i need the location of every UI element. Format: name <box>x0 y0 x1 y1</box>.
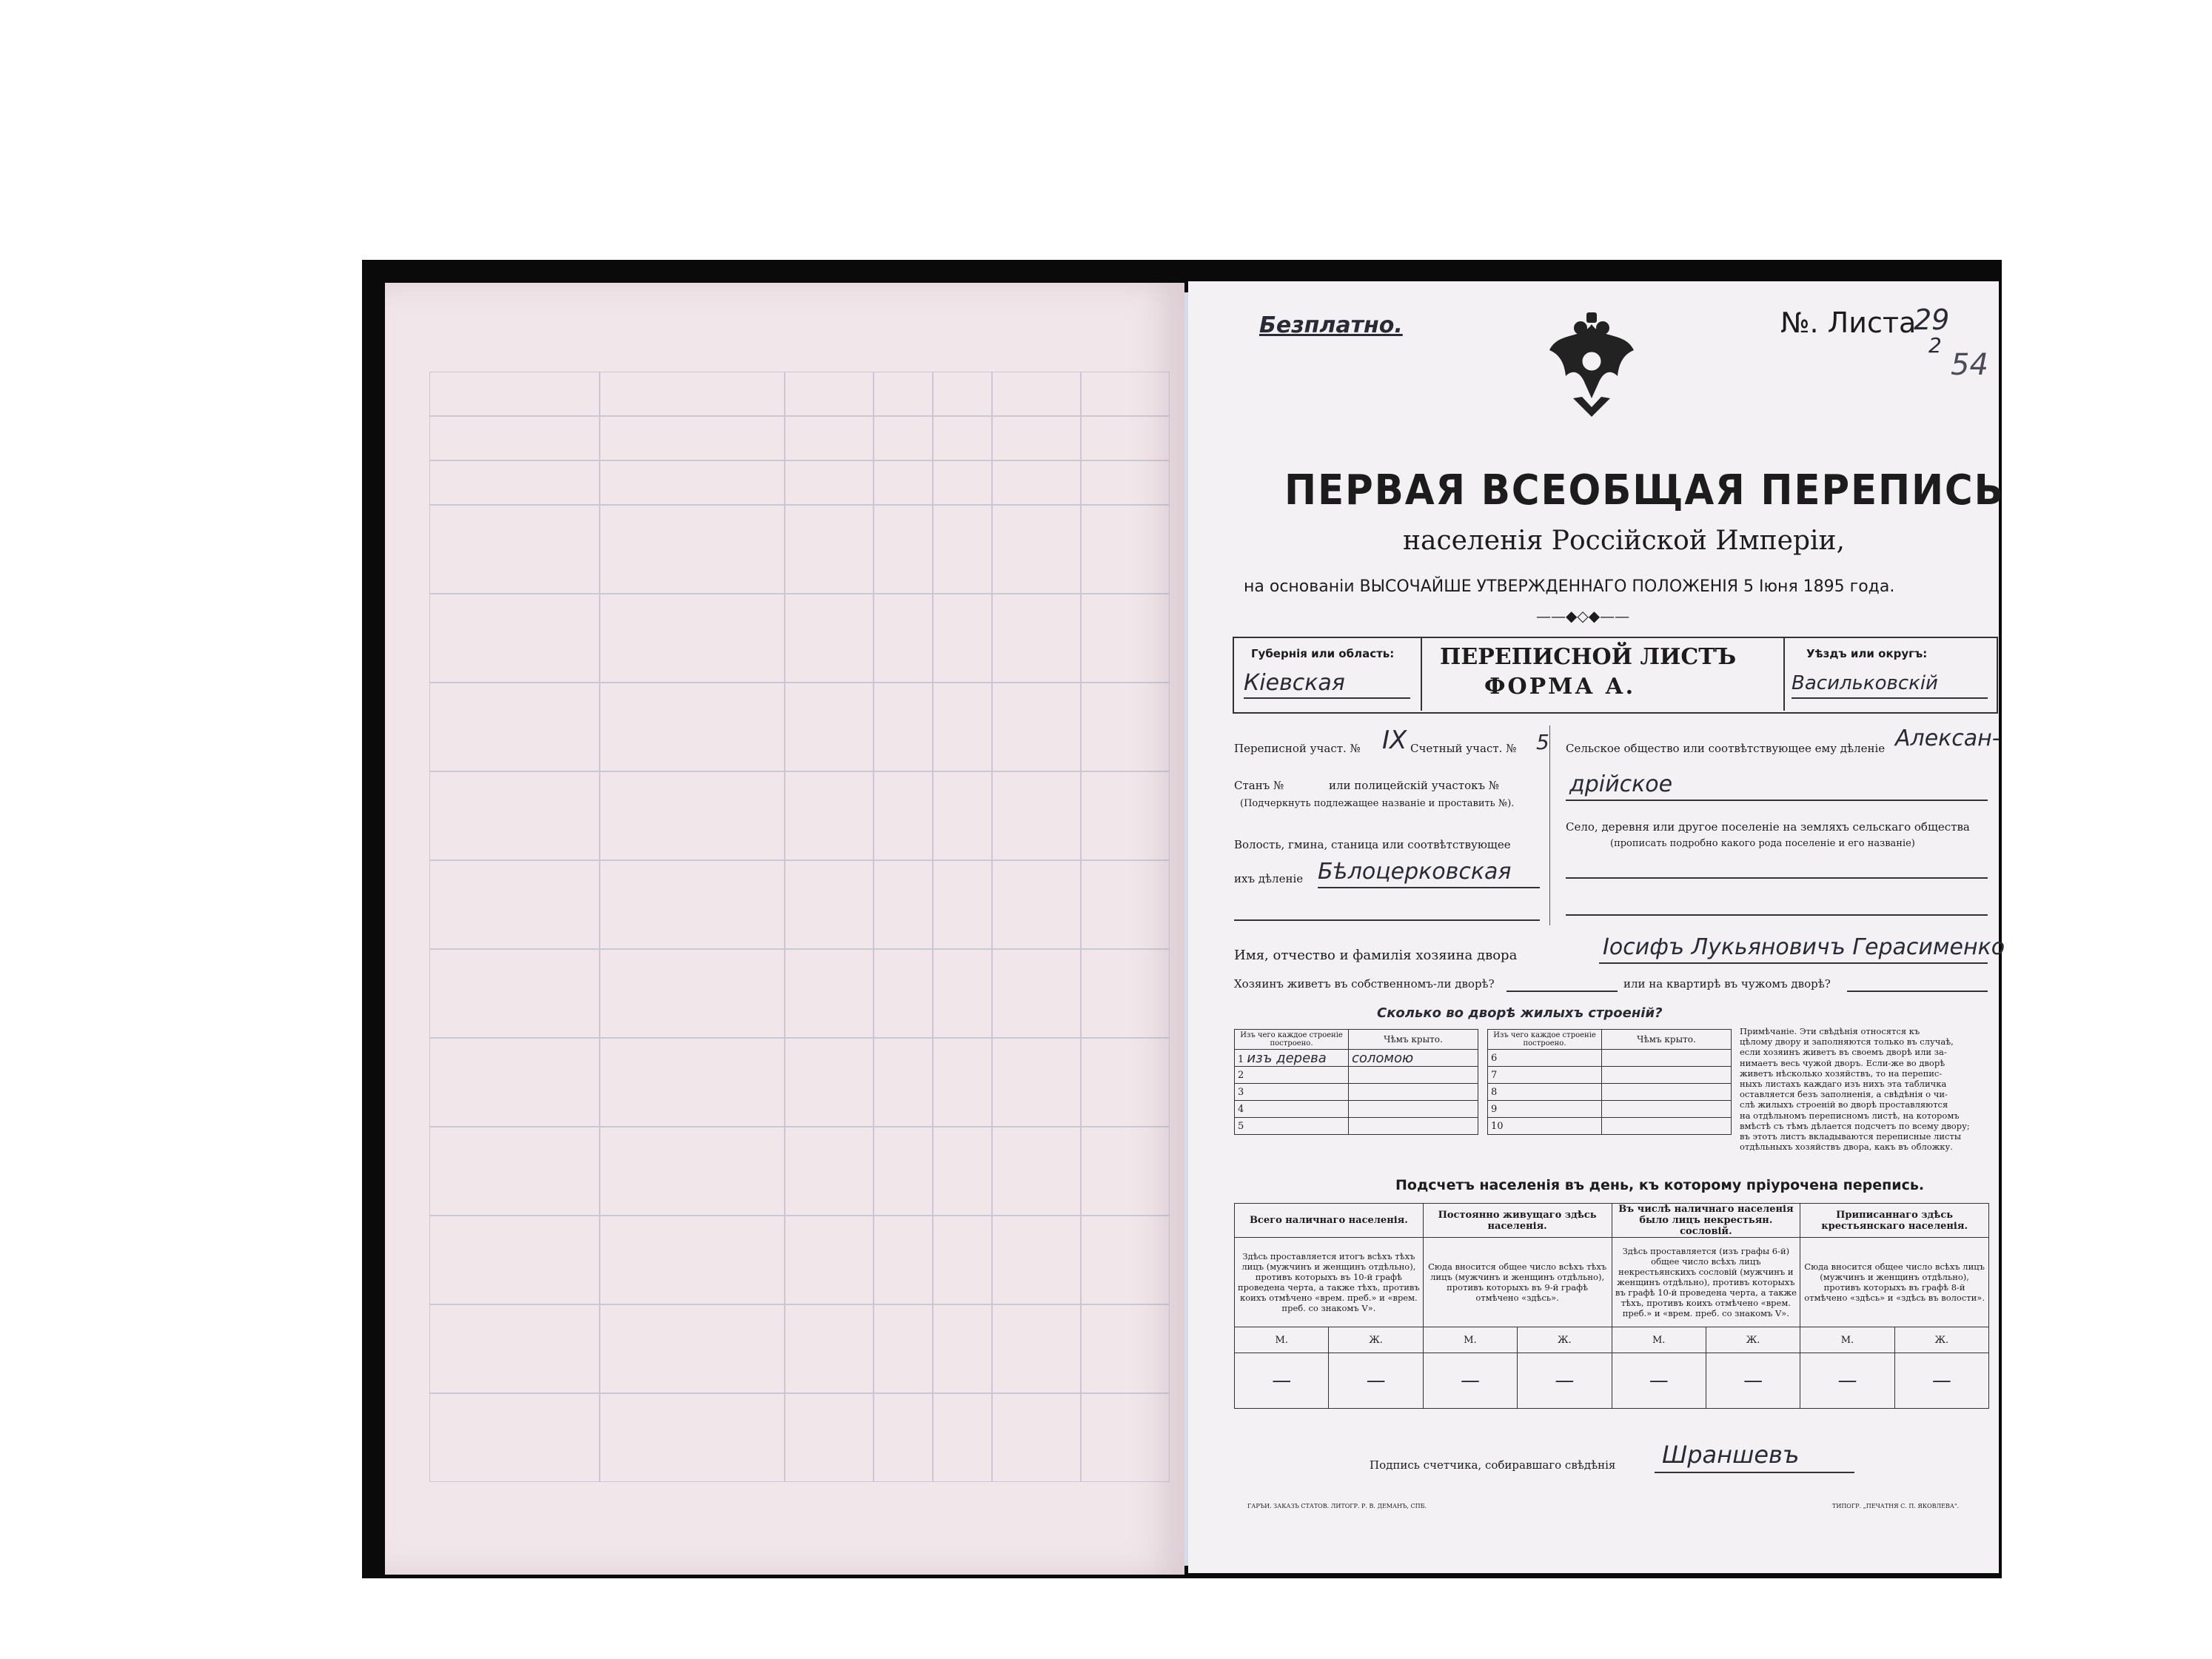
buildings-table-left <box>1234 1029 1478 1135</box>
gubernia-underline <box>1244 697 1410 699</box>
row-number: 8 <box>1488 1084 1602 1101</box>
note-line: Примѣчаніе. Эти свѣдѣнія относятся къ <box>1740 1026 1920 1036</box>
note-line: цѣлому двору и заполняются только въ случаѣ, <box>1740 1036 1954 1048</box>
signature-value: Шраншевъ <box>1662 1441 1800 1469</box>
buildings-col-material-2: Изъ чего каждое строеніе построено. <box>1488 1030 1602 1050</box>
basis-line: на основаніи ВЫСОЧАЙШЕ УТВЕРЖДЕННАГО ПОЛОЖЕНІЯ 5 Іюня 1895 года. <box>1244 577 1895 596</box>
field-divider <box>1549 725 1550 925</box>
left-page-faded-reverse <box>385 283 1184 1575</box>
note-line: въ этотъ листъ вкладываются переписные листы <box>1740 1131 1961 1142</box>
count-value: — <box>1612 1353 1706 1409</box>
count-f-label: Ж. <box>1706 1327 1800 1353</box>
volost-value: Бѣлоцерковская <box>1318 859 1512 885</box>
row-number: 4 <box>1235 1101 1349 1118</box>
table-row <box>1235 1118 1478 1135</box>
volost-underline <box>1318 887 1540 888</box>
row-number: 5 <box>1235 1118 1349 1135</box>
note-line: живетъ нѣсколько хозяйствъ, то на перепис- <box>1740 1068 1943 1079</box>
volost-label-1: Волость, гмина, станица или соотвѣтствующее <box>1234 838 1511 851</box>
count-title: Подсчетъ населенія въ день, къ которому пріурочена перепись. <box>1395 1177 1925 1193</box>
count-m-label: М. <box>1235 1327 1329 1353</box>
count-value: — <box>1800 1353 1894 1409</box>
count-head-2: Постоянно живущаго здѣсь населенія. <box>1423 1204 1612 1238</box>
footer-right: ТИПОГР. „ПЕЧАТНЯ С. П. ЯКОВЛЕВА". <box>1832 1503 1960 1509</box>
subtitle: населенія Россійской Имперіи, <box>1403 526 1845 556</box>
count-table <box>1234 1203 1989 1409</box>
selo-note: (прописать подробно какого рода поселеніе и его названіе) <box>1610 838 1915 849</box>
table-row <box>1488 1067 1732 1084</box>
count-desc-3: Здѣсь проставляется (изъ графы 6-й) общее число всѣхъ лицъ некрестьянскихъ сословій (мужчинъ и женщинъ отдѣльно), противъ которыхъ въ графѣ 10-й проведена черта, а также тѣхъ, противъ коихъ отмѣчено «врем. преб.» и «врем. преб. со знакомъ V». <box>1612 1238 1800 1327</box>
stan-label: Станъ № <box>1234 779 1284 792</box>
count-m-label: М. <box>1800 1327 1894 1353</box>
buildings-col-roof: Чѣмъ крыто. <box>1349 1030 1478 1050</box>
imperial-eagle-emblem-icon <box>1544 309 1640 420</box>
lives-own-underline <box>1506 991 1618 992</box>
count-desc-4: Сюда вносится общее число всѣхъ лицъ (мужчинъ и женщинъ отдѣльно), противъ которыхъ въ графѣ 8-й отмѣчено «здѣсь» и «здѣсь въ волости». <box>1800 1238 1989 1327</box>
note-line: оставляется безъ заполненія, а свѣдѣнія о чи- <box>1740 1089 1948 1100</box>
perepis-uchast-value: IX <box>1382 725 1407 755</box>
row-number: 7 <box>1488 1067 1602 1084</box>
count-value: — <box>1423 1353 1517 1409</box>
left-page-bleedthrough-grid <box>429 372 1170 1482</box>
count-f-label: Ж. <box>1894 1327 1988 1353</box>
count-value: — <box>1235 1353 1329 1409</box>
table-row <box>1235 1101 1478 1118</box>
selo-underline-2 <box>1566 914 1988 916</box>
row-number: 3 <box>1235 1084 1349 1101</box>
count-desc-1: Здѣсь проставляется итогъ всѣхъ тѣхъ лицъ (мужчинъ и женщинъ отдѣльно), противъ которыхъ въ 10-й графѣ проведена черта, а также тѣхъ, противъ коихъ отмѣчено «врем. преб.» и «врем. преб. со знакомъ V». <box>1235 1238 1424 1327</box>
schet-uchast-label: Счетный участ. № <box>1410 742 1517 755</box>
table-row <box>1488 1050 1732 1067</box>
count-f-label: Ж. <box>1518 1327 1612 1353</box>
table-row <box>1235 1067 1478 1084</box>
count-head-3: Въ числѣ наличнаго населенія было лицъ некрестьян. сословій. <box>1612 1204 1800 1238</box>
owner-underline <box>1599 962 1988 964</box>
owner-label: Имя, отчество и фамилія хозяина двора <box>1234 948 1518 963</box>
uezd-value: Васильковскій <box>1792 672 1938 694</box>
note-line: если хозяинъ живетъ въ своемъ дворѣ или за- <box>1740 1047 1947 1058</box>
archive-number: 54 <box>1951 348 1988 382</box>
row-number: 10 <box>1488 1118 1602 1135</box>
table-row <box>1488 1084 1732 1101</box>
footer-left: ГАРЪИ. ЗАКАЗЪ СТАТОВ. ЛИТОГР. Р. В. ДЕМАНЪ, СПБ. <box>1247 1503 1427 1509</box>
selo-label: Село, деревня или другое поселеніе на земляхъ сельскаго общества <box>1566 820 1970 834</box>
row-number: 2 <box>1235 1067 1349 1084</box>
signature-label: Подпись счетчика, собиравшаго свѣдѣнія <box>1370 1458 1616 1472</box>
obshchestvo-value-1: Алексан- <box>1895 725 2000 751</box>
main-title: ПЕРВАЯ ВСЕОБЩАЯ ПЕРЕПИСЬ <box>1284 466 2005 515</box>
form-title-line-1: ПЕРЕПИСНОЙ ЛИСТЪ <box>1440 644 1737 670</box>
owner-value: Іосифъ Лукьяновичъ Герасименко <box>1603 934 2005 960</box>
obshchestvo-label: Сельское общество или соотвѣтствующее ему дѣленіе <box>1566 742 1886 755</box>
count-value: — <box>1894 1353 1988 1409</box>
count-desc-2: Сюда вносится общее число всѣхъ тѣхъ лицъ (мужчинъ и женщинъ отдѣльно), противъ которыхъ въ 9-й графѣ отмѣчено «здѣсь». <box>1423 1238 1612 1327</box>
note-line: слѣ жилыхъ строеній во дворѣ проставляются <box>1740 1099 1948 1110</box>
row-number: 1 <box>1238 1053 1244 1065</box>
sheet-label: №. Листа <box>1780 306 1917 339</box>
count-f-label: Ж. <box>1329 1327 1423 1353</box>
note-line: ныхъ листахъ каждаго изъ нихъ эта табличка <box>1740 1079 1947 1090</box>
lives-own-label: Хозяинъ живетъ въ собственномъ-ли дворѣ? <box>1234 977 1495 991</box>
form-title-line-2: ФОРМА А. <box>1484 674 1636 700</box>
row-number: 6 <box>1488 1050 1602 1067</box>
note-line: вмѣстѣ съ тѣмъ дѣлается подсчетъ по всему двору; <box>1740 1120 1970 1131</box>
lives-rent-label: или на квартирѣ въ чужомъ дворѣ? <box>1623 977 1831 991</box>
buildings-note <box>1740 1026 1991 1152</box>
table-row <box>1488 1118 1732 1135</box>
row-number: 9 <box>1488 1101 1602 1118</box>
buildings-col-roof-2: Чѣмъ крыто. <box>1602 1030 1732 1050</box>
table-row <box>1235 1084 1478 1101</box>
note-line: отдѣльныхъ хозяйствъ двора, какъ въ обложку. <box>1740 1142 1953 1153</box>
count-value: — <box>1329 1353 1423 1409</box>
schet-uchast-value: 5 <box>1536 730 1549 754</box>
sheet-number-sub: 2 <box>1928 333 1942 358</box>
obshchestvo-value-2: дрійское <box>1569 771 1673 797</box>
census-form-page <box>1188 281 2005 1573</box>
building-material: изъ дерева <box>1247 1050 1327 1066</box>
count-head-4: Приписаннаго здѣсь крестьянскаго населенія. <box>1800 1204 1989 1238</box>
police-label: или полицейскій участокъ № <box>1329 779 1500 792</box>
signature-underline <box>1655 1472 1854 1473</box>
free-label: Безплатно. <box>1259 312 1403 338</box>
table-row <box>1235 1050 1478 1067</box>
gubernia-label: Губернія или область: <box>1251 647 1395 660</box>
stan-note: (Подчеркнуть подлежащее названіе и проставить №). <box>1240 798 1515 809</box>
selo-underline-1 <box>1566 877 1988 879</box>
gubernia-value: Кіевская <box>1244 670 1345 696</box>
ornament-divider: ——◆◇◆—— <box>1536 607 1630 625</box>
count-value: — <box>1706 1353 1800 1409</box>
perepis-uchast-label: Переписной участ. № <box>1234 742 1361 755</box>
uezd-underline <box>1792 697 1988 699</box>
sheet-number: 29 <box>1914 304 1950 336</box>
buildings-title: Сколько во дворѣ жилыхъ строеній? <box>1377 1005 1663 1021</box>
note-line: на отдѣльномъ переписномъ листѣ, на которомъ <box>1740 1110 1960 1121</box>
buildings-table-right <box>1487 1029 1732 1135</box>
buildings-col-material: Изъ чего каждое строеніе построено. <box>1235 1030 1349 1050</box>
lives-rent-underline <box>1847 991 1988 992</box>
count-head-1: Всего наличнаго населенія. <box>1235 1204 1424 1238</box>
volost-label-2: ихъ дѣленіе <box>1234 872 1304 885</box>
volost-underline-2 <box>1234 919 1540 921</box>
table-row <box>1488 1101 1732 1118</box>
count-m-label: М. <box>1423 1327 1517 1353</box>
uezd-label: Уѣздъ или округъ: <box>1806 647 1928 660</box>
note-line: нимаетъ весь чужой дворъ. Если-же во дворѣ <box>1740 1057 1945 1068</box>
count-value: — <box>1518 1353 1612 1409</box>
count-m-label: М. <box>1612 1327 1706 1353</box>
building-roof: соломою <box>1349 1050 1478 1067</box>
obshchestvo-underline <box>1566 800 1988 801</box>
